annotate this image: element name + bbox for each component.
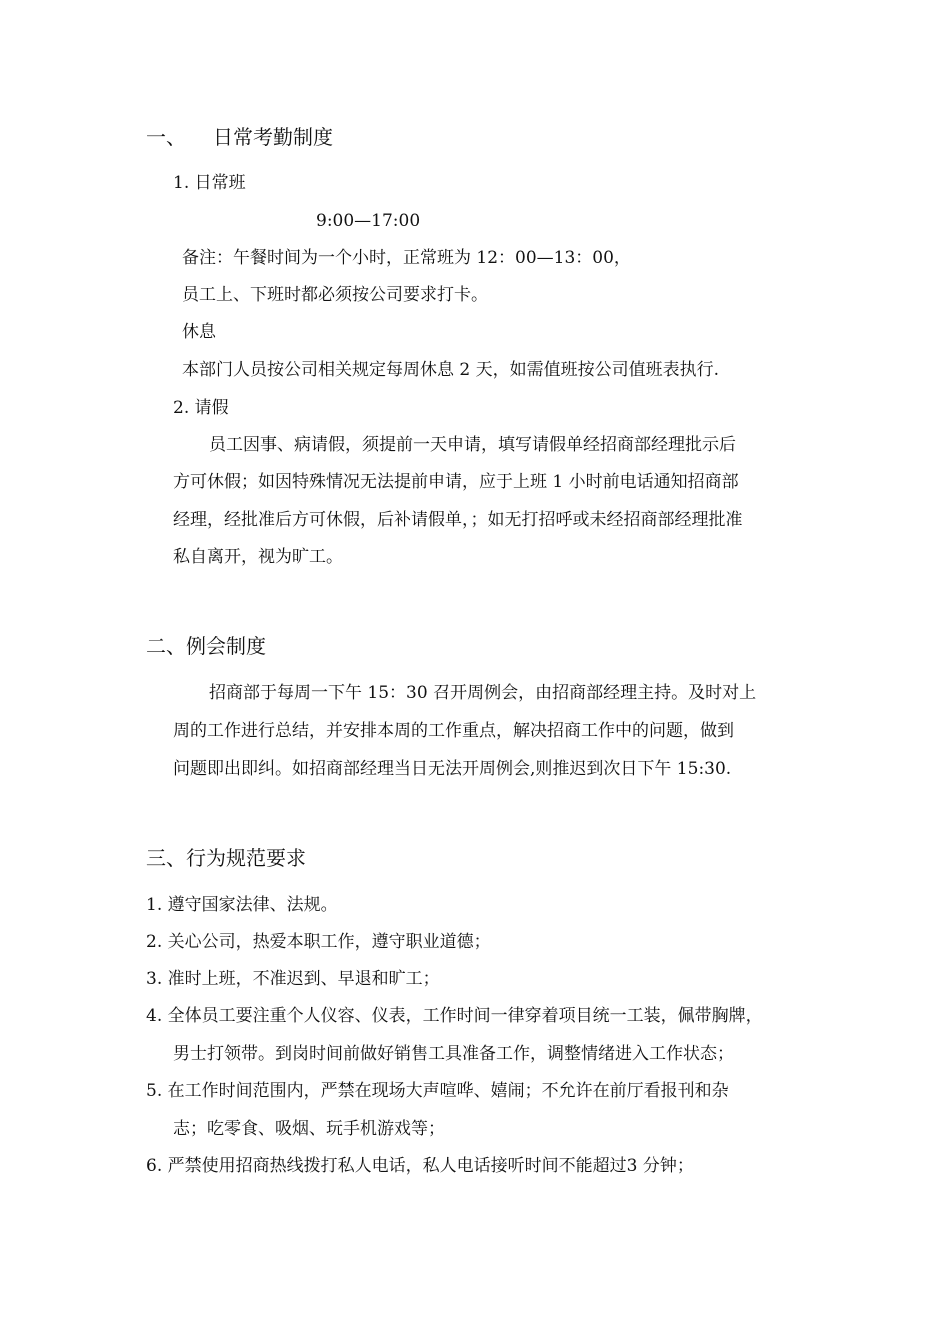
rule-item: 2. 关心公司，热爱本职工作，遵守职业道德； bbox=[146, 932, 491, 952]
rule-item: 1. 遵守国家法律、法规。 bbox=[146, 895, 338, 915]
section-3-heading: 三、行为规范要求 bbox=[146, 846, 306, 870]
leave-line: 私自离开，视为旷工。 bbox=[173, 547, 343, 567]
meeting-line: 招商部于每周一下午 15：30 召开周例会，由招商部经理主持。及时对上 bbox=[209, 683, 757, 703]
rest-text: 本部门人员按公司相关规定每周休息 2 天，如需值班按公司值班表执行. bbox=[182, 360, 720, 380]
rest-title: 休息 bbox=[182, 322, 216, 342]
rule-item: 6. 严禁使用招商热线拨打私人电话，私人电话接听时间不能超过3 分钟； bbox=[146, 1156, 694, 1176]
item-1-title: 1. 日常班 bbox=[173, 173, 246, 193]
rule-item: 5. 在工作时间范围内，严禁在现场大声喧哗、嬉闹；不允许在前厅看报刊和杂 bbox=[146, 1081, 729, 1101]
leave-line: 经理，经批准后方可休假，后补请假单，；如无打招呼或未经招商部经理批准 bbox=[173, 510, 743, 530]
clock-in-note: 员工上、下班时都必须按公司要求打卡。 bbox=[182, 285, 488, 305]
rule-item-continued: 志；吃零食、吸烟、玩手机游戏等； bbox=[173, 1119, 445, 1139]
item-2-title: 2. 请假 bbox=[173, 398, 229, 418]
rule-item-continued: 男士打领带。到岗时间前做好销售工具准备工作，调整情绪进入工作状态； bbox=[173, 1044, 734, 1064]
meeting-line: 周的工作进行总结，并安排本周的工作重点，解决招商工作中的问题，做到 bbox=[173, 721, 734, 741]
rule-item: 3. 准时上班，不准迟到、早退和旷工； bbox=[146, 969, 440, 989]
section-2-heading: 二、例会制度 bbox=[146, 634, 266, 658]
meeting-line: 问题即出即纠。如招商部经理当日无法开周例会,则推迟到次日下午 15:30. bbox=[173, 759, 732, 779]
leave-line: 员工因事、病请假，须提前一天申请，填写请假单经招商部经理批示后 bbox=[209, 435, 736, 455]
lunch-note: 备注：午餐时间为一个小时，正常班为 12：00—13：00， bbox=[182, 248, 631, 268]
section-1-heading: 日常考勤制度 bbox=[213, 125, 333, 149]
rule-item: 4. 全体员工要注重个人仪容、仪表，工作时间一律穿着项目统一工装，佩带胸牌， bbox=[146, 1006, 763, 1026]
section-1-number: 一、 bbox=[146, 125, 186, 149]
work-hours: 9:00—17:00 bbox=[316, 211, 421, 231]
leave-line: 方可休假；如因特殊情况无法提前申请，应于上班 1 小时前电话通知招商部 bbox=[173, 472, 739, 492]
